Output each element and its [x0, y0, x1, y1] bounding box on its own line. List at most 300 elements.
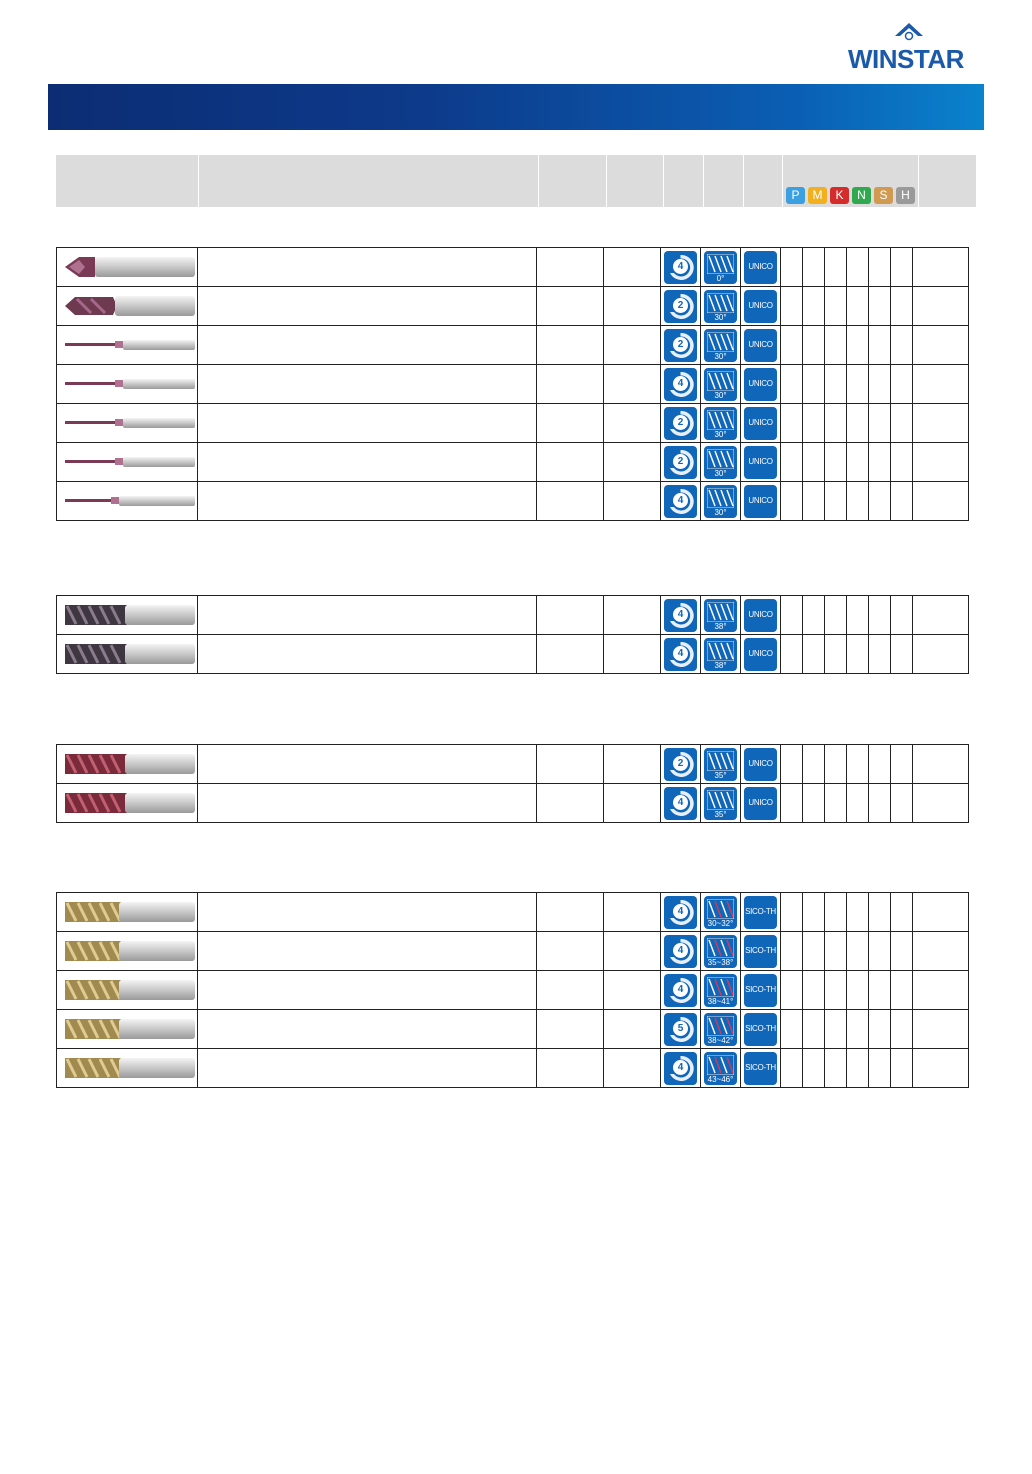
- cell-mat: [781, 1010, 803, 1049]
- cell-mat: [825, 635, 847, 674]
- cell-mat: [891, 745, 913, 784]
- cell-tool: [57, 596, 198, 635]
- helix-angle-value: 38~42°: [707, 1035, 734, 1045]
- cell-mat: [781, 404, 803, 443]
- helix-icon: [704, 638, 737, 671]
- cell-mat: [803, 287, 825, 326]
- flute-count-value: 4: [673, 493, 688, 508]
- cell-ic: [741, 287, 781, 326]
- flute-count-icon: [664, 485, 697, 518]
- coating-badge: [744, 251, 777, 284]
- brand-logo: [848, 22, 988, 74]
- cell-tool: [57, 932, 198, 971]
- helix-angle-value: 38°: [714, 660, 727, 670]
- cell-ic: [701, 596, 741, 635]
- cell-mat: [781, 326, 803, 365]
- coating-name: SICO-TH: [745, 906, 776, 916]
- table-row[interactable]: [57, 784, 969, 823]
- table-row[interactable]: [57, 932, 969, 971]
- cell-c1: [537, 784, 604, 823]
- coating-badge: [744, 329, 777, 362]
- helix-angle-value: 30°: [714, 507, 727, 517]
- helix-angle-value: 30°: [714, 351, 727, 361]
- cell-mat: [869, 287, 891, 326]
- cell-mat: [891, 635, 913, 674]
- cell-c1: [537, 404, 604, 443]
- cell-mat: [825, 1049, 847, 1088]
- cell-mat: [803, 745, 825, 784]
- cell-mat: [781, 893, 803, 932]
- flute-count-value: 2: [673, 415, 688, 430]
- flute-count-icon: [664, 290, 697, 323]
- cell-mat: [869, 248, 891, 287]
- cell-mat: [847, 635, 869, 674]
- helix-icon: [704, 407, 737, 440]
- cell-tool: [57, 404, 198, 443]
- cell-mat: [803, 1010, 825, 1049]
- cell-mat: [803, 248, 825, 287]
- helix-icon: [704, 748, 737, 781]
- cell-ic: [701, 404, 741, 443]
- cell-mat: [891, 287, 913, 326]
- cell-ic: [701, 1010, 741, 1049]
- flute-count-value: 2: [673, 454, 688, 469]
- cell-ic: [741, 482, 781, 521]
- cell-mat: [825, 287, 847, 326]
- cell-c2: [604, 365, 661, 404]
- flute-count-icon: [664, 935, 697, 968]
- flute-count-value: 4: [673, 943, 688, 958]
- cell-mat: [891, 932, 913, 971]
- variable-helix-icon: [704, 1013, 737, 1046]
- cell-mat: [869, 326, 891, 365]
- cell-mat: [869, 784, 891, 823]
- cell-desc: [198, 482, 537, 521]
- cell-mat: [847, 326, 869, 365]
- cell-mat: [803, 784, 825, 823]
- helix-angle-value: 43~46°: [707, 1074, 734, 1084]
- coating-name: UNICO: [748, 417, 773, 427]
- cell-mat: [891, 1010, 913, 1049]
- cell-ic: [661, 404, 701, 443]
- cell-c1: [537, 745, 604, 784]
- iso-chip-h: H: [896, 187, 915, 204]
- cell-mat: [847, 784, 869, 823]
- helix-straight-icon: [704, 251, 737, 284]
- cell-mat: [781, 482, 803, 521]
- coating-badge: [744, 485, 777, 518]
- flute-count-icon: [664, 407, 697, 440]
- cell-desc: [198, 1049, 537, 1088]
- cell-ic: [741, 326, 781, 365]
- cell-last: [913, 1010, 969, 1049]
- cell-mat: [803, 482, 825, 521]
- iso-chip-s: S: [874, 187, 893, 204]
- cell-mat: [825, 784, 847, 823]
- iso-chip-m: M: [808, 187, 827, 204]
- cell-last: [913, 784, 969, 823]
- cell-mat: [781, 635, 803, 674]
- helix-angle-value: 30~32°: [707, 918, 734, 928]
- table-row[interactable]: [57, 1010, 969, 1049]
- cell-tool: [57, 248, 198, 287]
- cell-ic: [661, 365, 701, 404]
- cell-mat: [869, 596, 891, 635]
- cell-mat: [825, 326, 847, 365]
- cell-mat: [891, 784, 913, 823]
- cell-ic: [741, 365, 781, 404]
- cell-ic: [661, 482, 701, 521]
- cell-desc: [198, 404, 537, 443]
- cell-mat: [869, 635, 891, 674]
- cell-ic: [661, 287, 701, 326]
- flute-count-value: 4: [673, 607, 688, 622]
- cell-ic: [741, 893, 781, 932]
- cell-ic: [661, 932, 701, 971]
- cell-mat: [803, 404, 825, 443]
- table-row[interactable]: [57, 443, 969, 482]
- variable-helix-icon: [704, 974, 737, 1007]
- cell-ic: [701, 482, 741, 521]
- table-row[interactable]: [57, 971, 969, 1010]
- cell-mat: [891, 482, 913, 521]
- cell-last: [913, 596, 969, 635]
- cell-last: [913, 482, 969, 521]
- cell-mat: [891, 893, 913, 932]
- cell-ic: [701, 248, 741, 287]
- tool-image: [61, 975, 197, 1005]
- cell-ic: [741, 635, 781, 674]
- cell-tool: [57, 365, 198, 404]
- cell-mat: [825, 1010, 847, 1049]
- cell-c1: [537, 482, 604, 521]
- cell-last: [913, 326, 969, 365]
- cell-tool: [57, 482, 198, 521]
- table-row[interactable]: [57, 596, 969, 635]
- cell-ic: [661, 443, 701, 482]
- tool-image: [61, 291, 197, 321]
- tool-image: [61, 639, 197, 669]
- cell-tool: [57, 893, 198, 932]
- cell-mat: [781, 248, 803, 287]
- product-table: [56, 744, 969, 823]
- flute-count-value: 4: [673, 982, 688, 997]
- cell-mat: [781, 1049, 803, 1088]
- cell-c2: [604, 287, 661, 326]
- coating-badge: [744, 1013, 777, 1046]
- cell-mat: [781, 365, 803, 404]
- cell-mat: [825, 971, 847, 1010]
- brand-name: WINSTAR: [848, 44, 964, 74]
- coating-name: UNICO: [748, 300, 773, 310]
- cell-c1: [537, 365, 604, 404]
- cell-c1: [537, 893, 604, 932]
- cell-last: [913, 365, 969, 404]
- cell-mat: [803, 932, 825, 971]
- cell-c2: [604, 1010, 661, 1049]
- cell-c1: [537, 971, 604, 1010]
- cell-mat: [825, 745, 847, 784]
- cell-c1: [537, 932, 604, 971]
- tool-image: [61, 600, 197, 630]
- cell-desc: [198, 932, 537, 971]
- cell-last: [913, 404, 969, 443]
- flute-count-icon: [664, 896, 697, 929]
- cell-mat: [891, 971, 913, 1010]
- tool-image: [61, 749, 197, 779]
- coating-badge: [744, 368, 777, 401]
- cell-last: [913, 971, 969, 1010]
- cell-last: [913, 443, 969, 482]
- coating-name: UNICO: [748, 797, 773, 807]
- cell-mat: [825, 596, 847, 635]
- flute-count-icon: [664, 974, 697, 1007]
- cell-tool: [57, 971, 198, 1010]
- cell-desc: [198, 248, 537, 287]
- helix-angle-value: 30°: [714, 468, 727, 478]
- cell-desc: [198, 893, 537, 932]
- cell-mat: [825, 482, 847, 521]
- cell-ic: [701, 745, 741, 784]
- table-row[interactable]: [57, 893, 969, 932]
- helix-icon: [704, 329, 737, 362]
- cell-ic: [661, 1049, 701, 1088]
- cell-last: [913, 635, 969, 674]
- title-banner: [48, 84, 984, 130]
- helix-icon: [704, 485, 737, 518]
- tool-image: [61, 1053, 197, 1083]
- cell-ic: [741, 596, 781, 635]
- cell-mat: [781, 443, 803, 482]
- cell-mat: [847, 365, 869, 404]
- cell-ic: [661, 971, 701, 1010]
- cell-mat: [869, 1010, 891, 1049]
- cell-mat: [891, 1049, 913, 1088]
- cell-ic: [661, 635, 701, 674]
- cell-ic: [701, 443, 741, 482]
- cell-desc: [198, 745, 537, 784]
- variable-helix-icon: [704, 935, 737, 968]
- cell-c1: [537, 596, 604, 635]
- cell-c1: [537, 1049, 604, 1088]
- cell-mat: [847, 1010, 869, 1049]
- cell-mat: [847, 932, 869, 971]
- cell-desc: [198, 287, 537, 326]
- tool-image: [61, 897, 197, 927]
- cell-last: [913, 893, 969, 932]
- cell-c2: [604, 482, 661, 521]
- cell-desc: [198, 326, 537, 365]
- cell-tool: [57, 1049, 198, 1088]
- tool-image: [61, 408, 197, 438]
- table-row[interactable]: [57, 745, 969, 784]
- winstar-logo-icon: [894, 22, 924, 46]
- cell-c2: [604, 443, 661, 482]
- cell-mat: [869, 971, 891, 1010]
- helix-angle-value: 0°: [716, 273, 725, 283]
- flute-count-value: 4: [673, 646, 688, 661]
- tool-image: [61, 936, 197, 966]
- variable-helix-icon: [704, 1052, 737, 1085]
- cell-ic: [701, 971, 741, 1010]
- coating-name: UNICO: [748, 261, 773, 271]
- cell-mat: [869, 1049, 891, 1088]
- cell-mat: [847, 1049, 869, 1088]
- cell-mat: [803, 893, 825, 932]
- helix-icon: [704, 446, 737, 479]
- cell-c1: [537, 248, 604, 287]
- table-row[interactable]: [57, 248, 969, 287]
- cell-tool: [57, 287, 198, 326]
- cell-mat: [891, 404, 913, 443]
- tool-image: [61, 486, 197, 516]
- cell-mat: [869, 893, 891, 932]
- tool-image: [61, 369, 197, 399]
- helix-angle-value: 30°: [714, 390, 727, 400]
- cell-ic: [661, 1010, 701, 1049]
- coating-name: SICO-TH: [745, 1062, 776, 1072]
- cell-tool: [57, 635, 198, 674]
- iso-chip-k: K: [830, 187, 849, 204]
- tool-image: [61, 1014, 197, 1044]
- cell-tool: [57, 443, 198, 482]
- table-row[interactable]: [57, 1049, 969, 1088]
- cell-ic: [741, 248, 781, 287]
- variable-helix-icon: [704, 896, 737, 929]
- cell-mat: [869, 365, 891, 404]
- cell-last: [913, 248, 969, 287]
- flute-count-icon: [664, 368, 697, 401]
- coating-name: UNICO: [748, 495, 773, 505]
- coating-name: UNICO: [748, 648, 773, 658]
- cell-last: [913, 932, 969, 971]
- cell-ic: [661, 784, 701, 823]
- cell-ic: [661, 893, 701, 932]
- cell-tool: [57, 326, 198, 365]
- helix-angle-value: 30°: [714, 312, 727, 322]
- table-row[interactable]: [57, 326, 969, 365]
- helix-icon: [704, 787, 737, 820]
- cell-mat: [825, 893, 847, 932]
- helix-angle-value: 30°: [714, 429, 727, 439]
- coating-badge: [744, 407, 777, 440]
- cell-mat: [825, 248, 847, 287]
- coating-badge: [744, 748, 777, 781]
- cell-ic: [741, 971, 781, 1010]
- cell-c1: [537, 326, 604, 365]
- coating-name: SICO-TH: [745, 1023, 776, 1033]
- cell-mat: [847, 404, 869, 443]
- iso-chip-n: N: [852, 187, 871, 204]
- cell-c1: [537, 287, 604, 326]
- tool-image: [61, 330, 197, 360]
- flute-count-value: 2: [673, 756, 688, 771]
- cell-c1: [537, 443, 604, 482]
- cell-ic: [701, 326, 741, 365]
- product-table: [56, 247, 969, 521]
- cell-ic: [701, 932, 741, 971]
- table-row[interactable]: [57, 404, 969, 443]
- tool-image: [61, 447, 197, 477]
- cell-mat: [847, 971, 869, 1010]
- cell-mat: [781, 596, 803, 635]
- cell-c2: [604, 971, 661, 1010]
- cell-mat: [847, 443, 869, 482]
- flute-count-icon: [664, 329, 697, 362]
- cell-ic: [741, 443, 781, 482]
- coating-name: UNICO: [748, 609, 773, 619]
- cell-tool: [57, 784, 198, 823]
- coating-badge: [744, 974, 777, 1007]
- cell-ic: [661, 248, 701, 287]
- flute-count-icon: [664, 748, 697, 781]
- cell-mat: [847, 596, 869, 635]
- cell-mat: [847, 893, 869, 932]
- flute-count-value: 2: [673, 298, 688, 313]
- cell-mat: [891, 326, 913, 365]
- cell-mat: [847, 482, 869, 521]
- table-row[interactable]: [57, 635, 969, 674]
- cell-ic: [701, 287, 741, 326]
- cell-c2: [604, 596, 661, 635]
- cell-ic: [661, 326, 701, 365]
- product-table: [56, 595, 969, 674]
- table-row[interactable]: [57, 287, 969, 326]
- coating-name: UNICO: [748, 456, 773, 466]
- flute-count-icon: [664, 1052, 697, 1085]
- flute-count-icon: [664, 251, 697, 284]
- coating-badge: [744, 787, 777, 820]
- cell-ic: [701, 784, 741, 823]
- cell-mat: [803, 443, 825, 482]
- cell-desc: [198, 365, 537, 404]
- table-row[interactable]: [57, 365, 969, 404]
- helix-icon: [704, 599, 737, 632]
- cell-desc: [198, 635, 537, 674]
- cell-tool: [57, 1010, 198, 1049]
- flute-count-value: 4: [673, 1060, 688, 1075]
- cell-c2: [604, 248, 661, 287]
- cell-last: [913, 287, 969, 326]
- helix-angle-value: 35°: [714, 809, 727, 819]
- cell-c2: [604, 1049, 661, 1088]
- cell-c2: [604, 326, 661, 365]
- cell-mat: [803, 1049, 825, 1088]
- cell-tool: [57, 745, 198, 784]
- flute-count-value: 4: [673, 904, 688, 919]
- cell-last: [913, 1049, 969, 1088]
- flute-count-value: 4: [673, 259, 688, 274]
- helix-icon: [704, 290, 737, 323]
- cell-mat: [781, 971, 803, 1010]
- product-table: [56, 892, 969, 1088]
- cell-mat: [781, 784, 803, 823]
- cell-ic: [701, 635, 741, 674]
- cell-mat: [825, 404, 847, 443]
- coating-badge: [744, 896, 777, 929]
- coating-name: UNICO: [748, 378, 773, 388]
- helix-icon: [704, 368, 737, 401]
- flute-count-icon: [664, 599, 697, 632]
- cell-ic: [741, 1010, 781, 1049]
- coating-name: UNICO: [748, 758, 773, 768]
- cell-ic: [701, 1049, 741, 1088]
- helix-angle-value: 38~41°: [707, 996, 734, 1006]
- flute-count-value: 4: [673, 795, 688, 810]
- table-row[interactable]: [57, 482, 969, 521]
- coating-badge: [744, 599, 777, 632]
- flute-count-value: 5: [673, 1021, 688, 1036]
